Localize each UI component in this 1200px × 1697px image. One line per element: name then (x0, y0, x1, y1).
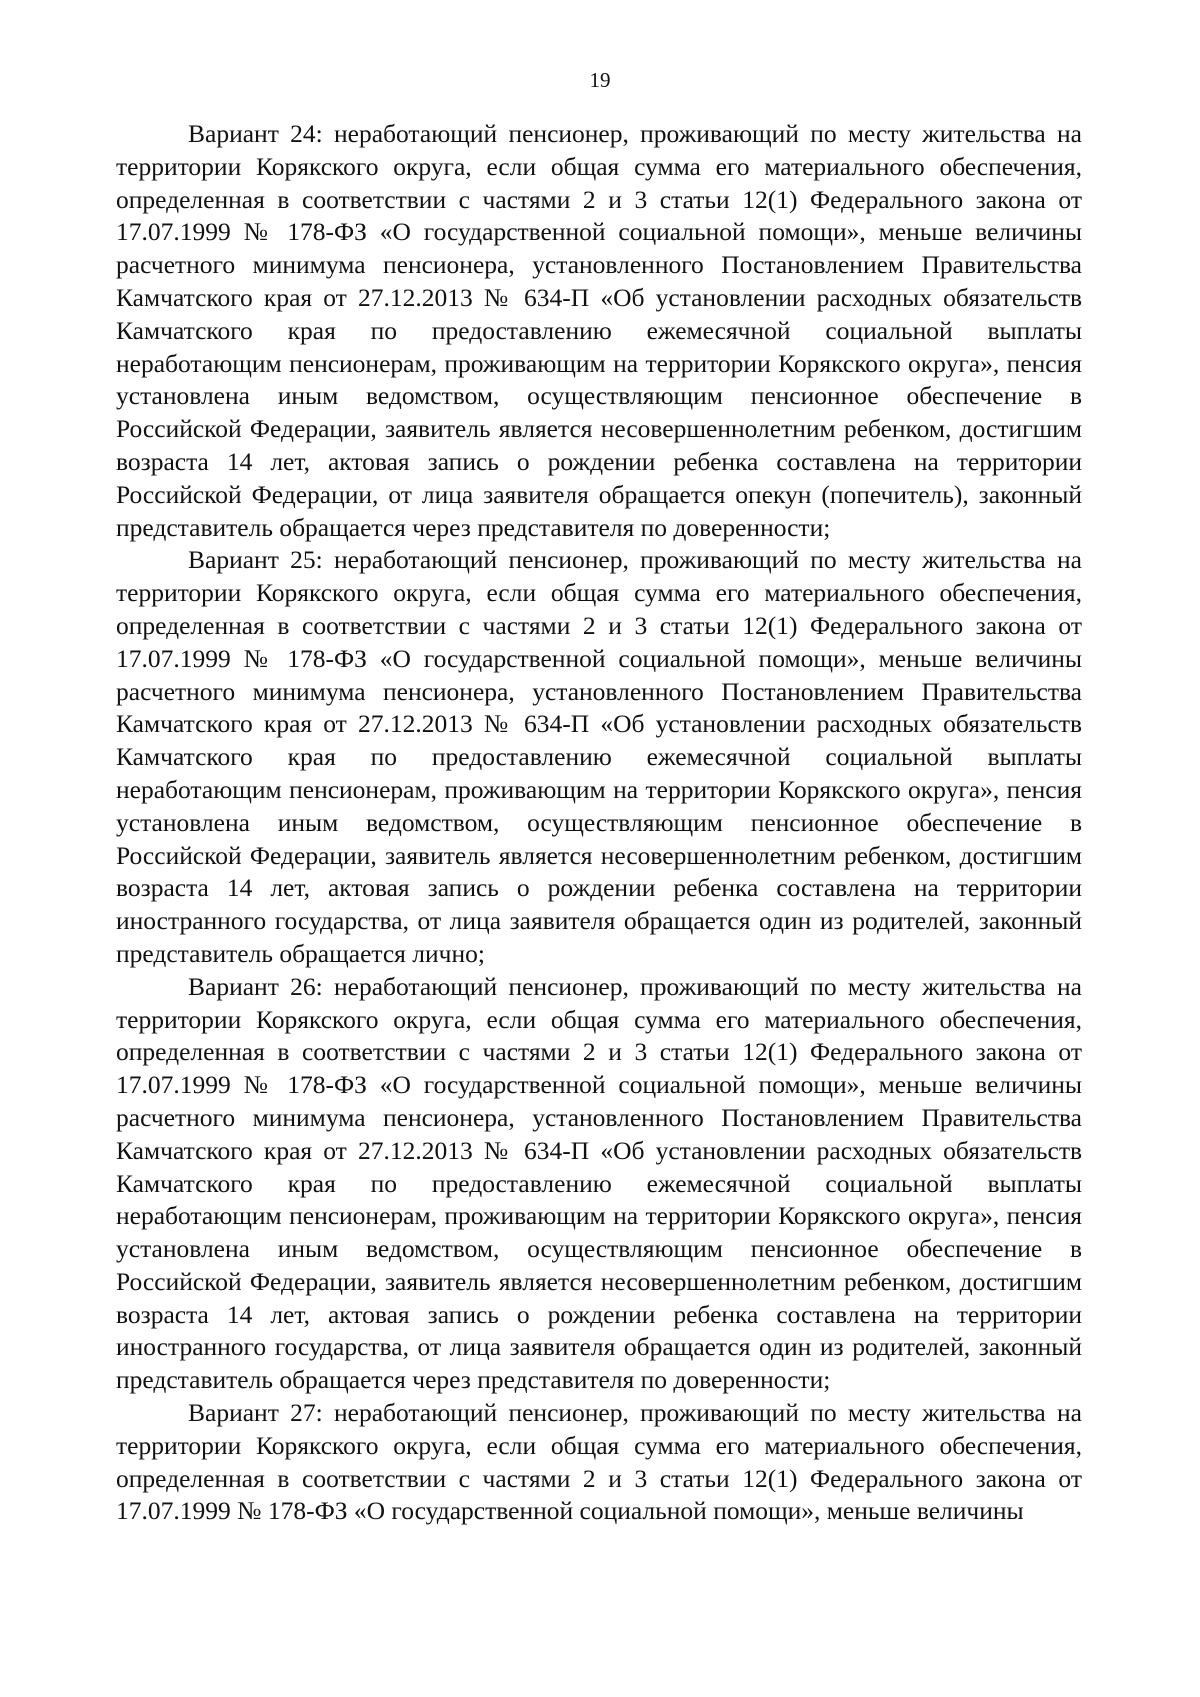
paragraph-variant-24: Вариант 24: неработающий пенсионер, проживающий по месту жительства на территории Корякского округа, если общая сумма его материального обеспечения, определенная в соответствии с частями 2 и 3 статьи 12(1) Федерального закона от 17.07.1999 № 178-ФЗ «О государственной социальной помощи», меньше величины расчетного минимума пенсионера, установленного Постановлением Правительства Камчатского края от 27.12.2013 № 634-П «Об установлении расходных обязательств Камчатского края по предоставлению ежемесячной социальной выплаты неработающим пенсионерам, проживающим на территории Корякского округа», пенсия установлена иным ведомством, осуществляющим пенсионное обеспечение в Российской Федерации, заявитель является несовершеннолетним ребенком, достигшим возраста 14 лет, актовая запись о рождении ребенка составлена на территории Российской Федерации, от лица заявителя обращается опекун (попечитель), законный представитель обращается через представителя по доверенности; (116, 119, 1082, 542)
page-number: 19 (589, 68, 611, 92)
paragraph-variant-27: Вариант 27: неработающий пенсионер, проживающий по месту жительства на территории Корякского округа, если общая сумма его материального обеспечения, определенная в соответствии с частями 2 и 3 статьи 12(1) Федерального закона от 17.07.1999 № 178-ФЗ «О государственной социальной помощи», меньше величины (116, 1398, 1082, 1526)
document-body (116, 118, 1082, 1528)
paragraph-variant-25: Вариант 25: неработающий пенсионер, проживающий по месту жительства на территории Корякского округа, если общая сумма его материального обеспечения, определенная в соответствии с частями 2 и 3 статьи 12(1) Федерального закона от 17.07.1999 № 178-ФЗ «О государственной социальной помощи», меньше величины расчетного минимума пенсионера, установленного Постановлением Правительства Камчатского края от 27.12.2013 № 634-П «Об установлении расходных обязательств Камчатского края по предоставлению ежемесячной социальной выплаты неработающим пенсионерам, проживающим на территории Корякского округа», пенсия установлена иным ведомством, осуществляющим пенсионное обеспечение в Российской Федерации, заявитель является несовершеннолетним ребенком, достигшим возраста 14 лет, актовая запись о рождении ребенка составлена на территории иностранного государства, от лица заявителя обращается один из родителей, законный представитель обращается лично; (116, 545, 1082, 968)
paragraph-variant-26: Вариант 26: неработающий пенсионер, проживающий по месту жительства на территории Корякского округа, если общая сумма его материального обеспечения, определенная в соответствии с частями 2 и 3 статьи 12(1) Федерального закона от 17.07.1999 № 178-ФЗ «О государственной социальной помощи», меньше величины расчетного минимума пенсионера, установленного Постановлением Правительства Камчатского края от 27.12.2013 № 634-П «Об установлении расходных обязательств Камчатского края по предоставлению ежемесячной социальной выплаты неработающим пенсионерам, проживающим на территории Корякского округа», пенсия установлена иным ведомством, осуществляющим пенсионное обеспечение в Российской Федерации, заявитель является несовершеннолетним ребенком, достигшим возраста 14 лет, актовая запись о рождении ребенка составлена на территории иностранного государства, от лица заявителя обращается один из родителей, законный представитель обращается через представителя по доверенности; (116, 971, 1082, 1395)
